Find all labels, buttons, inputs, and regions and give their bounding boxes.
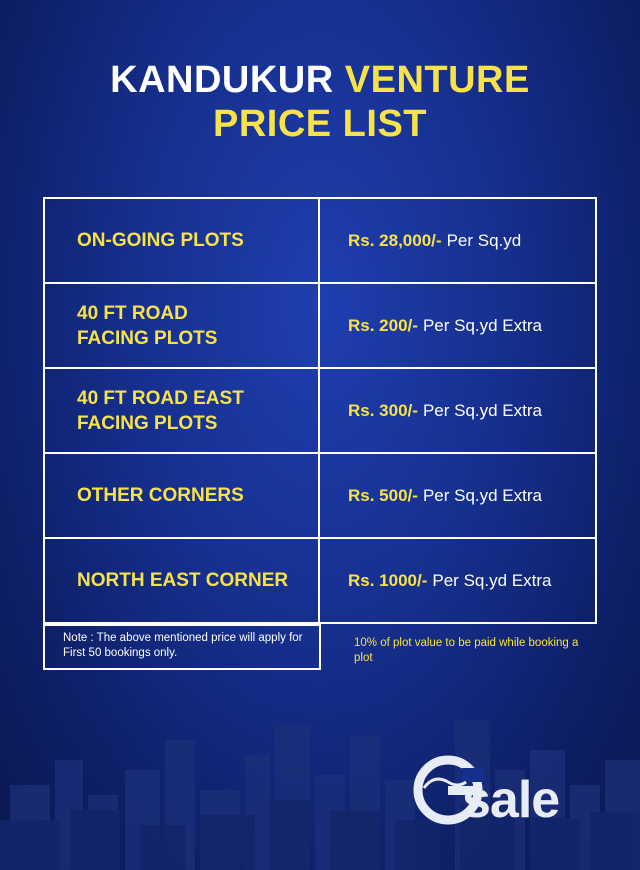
- plot-price: [320, 369, 595, 452]
- plot-type-line1: NORTH EAST CORNER: [77, 570, 289, 591]
- logo-wordmark: sale: [462, 771, 560, 829]
- price-amount: Rs. 500/-: [348, 485, 418, 505]
- price-row: [45, 454, 595, 539]
- price-unit: Per Sq.yd Extra: [422, 400, 542, 420]
- page-title: [0, 58, 640, 146]
- price-amount: Rs. 200/-: [348, 315, 418, 335]
- plot-type: [45, 284, 320, 367]
- title-venture: VENTURE: [344, 59, 530, 101]
- price-amount: Rs. 28,000/-: [348, 230, 442, 250]
- plot-type-line1: OTHER CORNERS: [77, 485, 244, 506]
- plot-type: [45, 539, 320, 622]
- title-price-list: PRICE LIST: [212, 103, 428, 145]
- terms-note: Note : The above mentioned price will apply for First 50 bookings only.: [43, 624, 321, 670]
- price-amount: Rs. 300/-: [348, 400, 418, 420]
- plot-price: [320, 454, 595, 537]
- price-row: [45, 539, 595, 622]
- plot-price: [320, 199, 595, 282]
- plot-price: [320, 539, 595, 622]
- price-unit: Per Sq.yd Extra: [432, 570, 552, 590]
- plot-type: [45, 454, 320, 537]
- plot-type: [45, 369, 320, 452]
- price-unit: Per Sq.yd Extra: [422, 485, 542, 505]
- plot-type-line1: 40 FT ROAD EAST: [77, 387, 244, 409]
- plot-type: [45, 199, 320, 282]
- plot-type-line1: ON-GOING PLOTS: [77, 230, 244, 251]
- price-unit: Per Sq.yd: [446, 230, 522, 250]
- title-kandukur: KANDUKUR: [110, 59, 334, 101]
- plot-type-line1: 40 FT ROAD: [77, 302, 188, 324]
- price-row: [45, 284, 595, 369]
- price-row: [45, 369, 595, 454]
- plot-price: [320, 284, 595, 367]
- plot-type-line2: FACING PLOTS: [77, 412, 218, 434]
- price-table: [43, 197, 597, 624]
- price-row: [45, 199, 595, 284]
- price-amount: Rs. 1000/-: [348, 570, 428, 590]
- plot-type-line2: FACING PLOTS: [77, 327, 218, 349]
- booking-note: 10% of plot value to be paid while booking a plot: [354, 637, 579, 664]
- price-unit: Per Sq.yd Extra: [422, 315, 542, 335]
